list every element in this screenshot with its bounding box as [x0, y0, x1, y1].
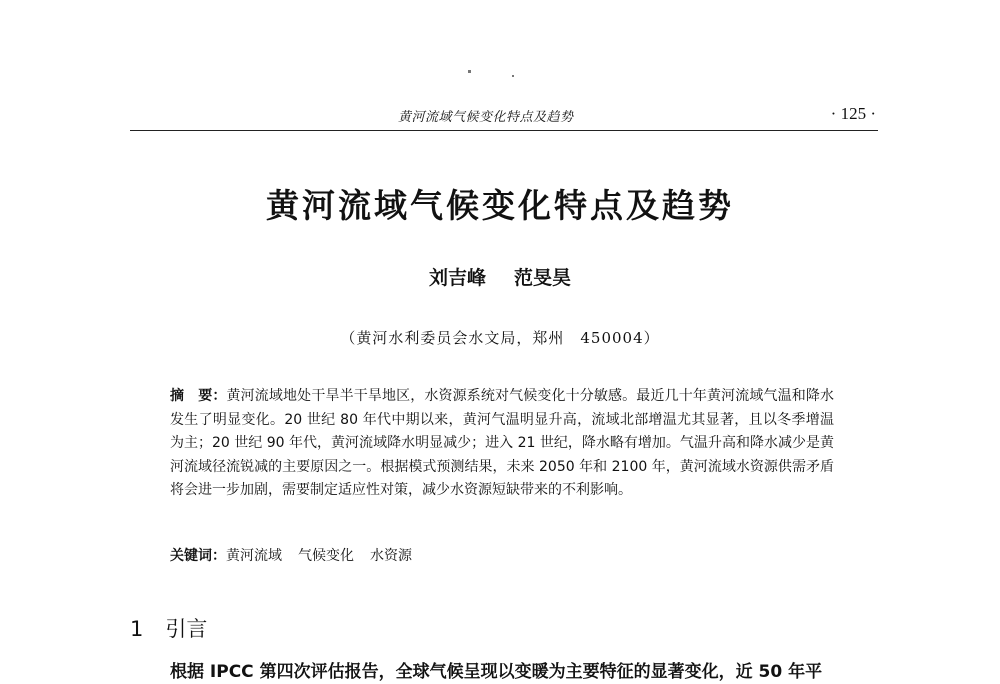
- affiliation: （黄河水利委员会水文局，郑州 450004）: [340, 329, 660, 347]
- keyword: 水资源: [370, 548, 412, 564]
- author-name: 刘吉峰: [428, 267, 486, 289]
- body-paragraph: 根据 IPCC 第四次评估报告，全球气候呈现以变暖为主要特征的显著变化，近 50 年平: [170, 662, 823, 682]
- keyword: 黄河流域: [226, 548, 282, 564]
- section-number: 1: [130, 617, 144, 641]
- keywords-label: 关键词：: [170, 548, 226, 564]
- running-header-title: 黄河流域气候变化特点及趋势: [398, 110, 574, 125]
- page-number: · 125 ·: [830, 104, 876, 123]
- abstract: [170, 385, 834, 503]
- section-title: 引言: [165, 617, 208, 641]
- section-heading: [130, 613, 207, 643]
- abstract-text: 黄河流域地处干旱半干旱地区，水资源系统对气候变化十分敏感。最近几十年黄河流域气温和降水发生了明显变化。20 世纪 80 年代中期以来，黄河气温明显升高，流域北部增温尤其显著，且以冬季增温为主；20 世纪 90 年代，黄河流域降水明显减少；进入 21 世纪，降水略有增加。气温升高和降水减少是黄河流域径流锐减的主要原因之一。根据模式预测结果，未来 2050 年和 2100 年，黄河流域水资源供需矛盾将会进一步加剧，需要制定适应性对策，减少水资源短缺带来的不利影响。: [170, 388, 835, 499]
- scan-speck: [468, 70, 471, 73]
- abstract-label: 摘 要：: [170, 388, 227, 404]
- paper-title: 黄河流域气候变化特点及趋势: [266, 186, 734, 225]
- author-name: 范旻昊: [514, 267, 572, 289]
- keywords: [170, 545, 834, 565]
- running-header: [130, 104, 878, 131]
- keyword: 气候变化: [298, 548, 354, 564]
- scan-speck: [512, 75, 514, 77]
- author-list: [0, 263, 1000, 290]
